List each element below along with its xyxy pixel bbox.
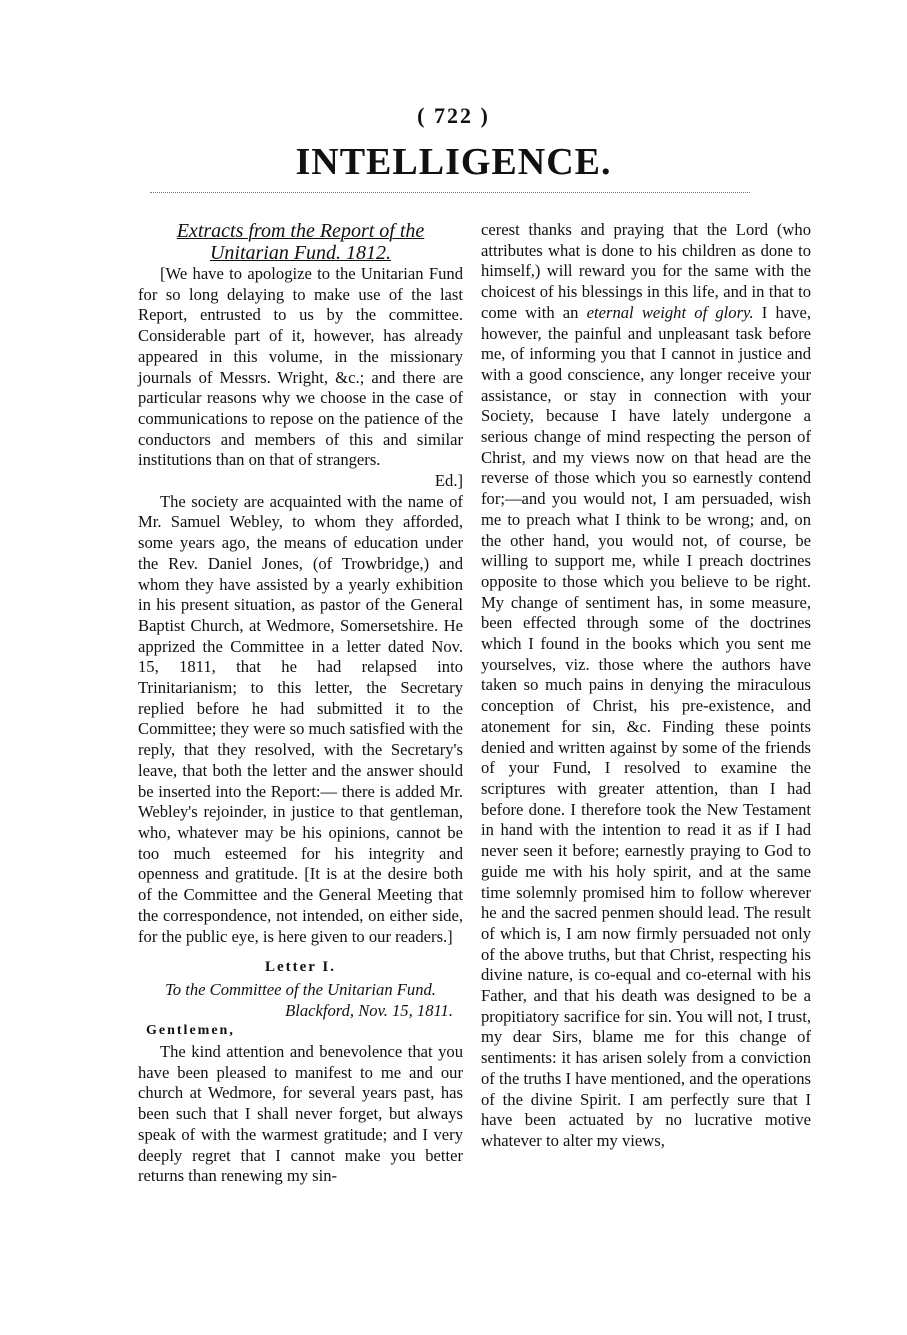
- article-title: Extracts from the Report of the Unitarian Fund. 1812.: [176, 220, 425, 264]
- salutation: Gentlemen,: [146, 1023, 235, 1039]
- right-column: [481, 220, 811, 1152]
- letter-right-text-2: I have, however, the painful and unpleasant task before me, of informing you that I cannot in justice and with a good conscience, any longer receive your assistance, or stay in connection with your Society, because I have lately undergone a serious change of mind respecting the person of Christ, and my views now on that head are the reverse of those which you so earnestly contend for;—and you would not, I am persuaded, wish me to preach what I think to be wrong; and, on the other hand, you would not, of course, be willing to support me, while I preach doctrines opposite to those which you believe to be right. My change of sentiment has, in some measure, been effected through some of the doctrines which I found in the books which you sent me yourselves, viz. those where the authors have taken so much pains in denying the miraculous conception of Christ, his pre-existence, and atonement for sin, &c. Finding these points denied and written against by some of the friends of your Fund, I resolved to examine the scriptures with greater attention, than I had before done. I therefore took the New Testament in hand with the intention to read it as if I had never seen it before; earnestly praying to God to guide me with his holy spirit, and at the same time solemnly promised him to follow wherever he and the sacred penmen should lead. The result of which is, I am now firmly persuaded not only of the above truths, but that Christ, respecting his divine nature, is co-equal and co-eternal with his Father, and that his death was designed to be a propitiatory sacrifice for sin. You will not, I trust, my dear Sirs, blame me for this change of sentiments: it has arisen solely from a conviction of the truths I have mentioned, and the operations of the divine Spirit. I am perfectly sure that I have been actuated by no lucrative motive whatever to alter my views,: [481, 302, 811, 1150]
- editor-note: [138, 264, 463, 492]
- letter-body-left: The kind attention and benevolence that you have been pleased to manifest to me and our church at Wedmore, for several years past, has been such that I shall never forget, but always speak of with the warmest gratitude; and I very deeply regret that I cannot make you better returns than renewing my sin-: [138, 1042, 463, 1186]
- letter-place-date: Blackford, Nov. 15, 1811.: [285, 1000, 453, 1020]
- letter-body-right: [481, 220, 811, 1152]
- left-column: [138, 220, 463, 1187]
- editor-sign: Ed.]: [434, 471, 463, 491]
- page-number: ( 722 ): [417, 103, 490, 128]
- letter-right-text-1: cerest thanks and praying that the Lord (who attributes what is done to his children as done to himself,) will reward you for the same with the choicest of his blessings in this life, and in that to come with an: [481, 220, 811, 322]
- letter-heading: Letter I.: [264, 959, 337, 976]
- letter-address: To the Committee of the Unitarian Fund.: [165, 979, 436, 999]
- header-divider: [150, 192, 750, 193]
- intro-paragraph: The society are acquainted with the name of Mr. Samuel Webley, to whom they afforded, some years ago, the means of education under the Rev. Daniel Jones, (of Trowbridge,) and whom they have assisted by a yearly exhibition in his present situation, as pastor of the General Baptist Church, at Wedmore, Somersetshire. He apprized the Committee in a letter dated Nov. 15, 1811, that he had relapsed into Trinitarianism; to this letter, the Secretary replied before he had submitted it to the Committee; they were so much satisfied with the reply, that they resolved, with the Secretary's leave, that both the letter and the answer should be inserted into the Report:— there is added Mr. Webley's rejoinder, in justice to that gentleman, who, whatever may be his opinions, cannot be too much esteemed for his integrity and openness and gratitude. [It is at the desire both of the Committee and the General Meeting that the correspondence, not intended, on either side, for the public eye, is here given to our readers.]: [138, 491, 463, 946]
- letter-right-italic: eternal weight of glory.: [586, 302, 754, 322]
- editor-note-text: [We have to apologize to the Unitarian Fund for so long delaying to make use of the last Report, entrusted to us by the committee. Considerable part of it, however, has already appeared in this volume, in the missionary journals of Messrs. Wright, &c.; and there are particular reasons why we choose in the case of communications to repose on the patience of the conductors and members of this and similar institutions than on that of strangers.: [138, 264, 463, 470]
- section-title: INTELLIGENCE.: [295, 141, 612, 183]
